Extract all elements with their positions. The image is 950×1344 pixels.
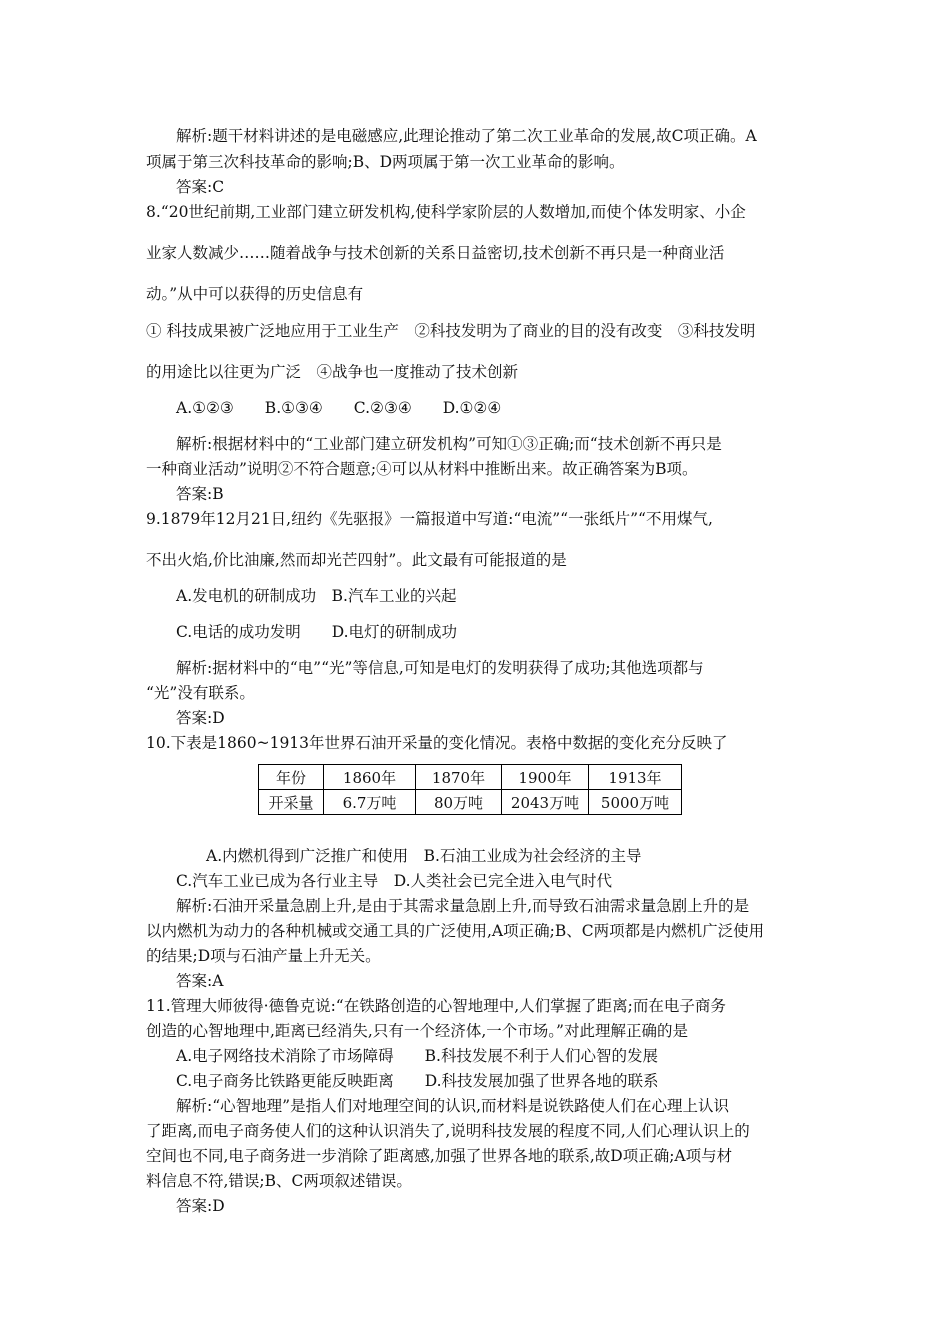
table-cell: 1913年 xyxy=(589,765,682,790)
option-line: C.电话的成功发明 D.电灯的研制成功 xyxy=(176,623,458,641)
table-cell: 2043万吨 xyxy=(502,790,589,815)
table-header-row xyxy=(259,765,682,790)
solution-line: 的结果;D项与石油产量上升无关。 xyxy=(146,947,381,965)
solution-line: 解析:据材料中的“电”“光”等信息,可知是电灯的发明获得了成功;其他选项都与 xyxy=(176,659,704,677)
table-cell: 1870年 xyxy=(416,765,502,790)
answer-line: 答案:B xyxy=(176,485,224,503)
solution-line: 了距离,而电子商务使人们的这种认识消失了,说明科技发展的程度不同,人们心理认识上的 xyxy=(146,1122,750,1140)
question-text: 动。”从中可以获得的历史信息有 xyxy=(146,285,364,303)
solution-line: 一种商业活动”说明②不符合题意;④可以从材料中推断出来。故正确答案为B项。 xyxy=(146,460,698,478)
oil-output-table xyxy=(258,764,682,815)
table-cell: 80万吨 xyxy=(416,790,502,815)
table-row xyxy=(259,790,682,815)
solution-line: 项属于第三次科技革命的影响;B、D两项属于第一次工业革命的影响。 xyxy=(146,153,625,171)
table-cell: 年份 xyxy=(259,765,324,790)
table-cell: 5000万吨 xyxy=(589,790,682,815)
solution-line: 以内燃机为动力的各种机械或交通工具的广泛使用,A项正确;B、C两项都是内燃机广泛使用 xyxy=(146,922,765,940)
question-text: 不出火焰,价比油廉,然而却光芒四射”。此文最有可能报道的是 xyxy=(146,551,567,569)
option-line: A.内燃机得到广泛推广和使用 B.石油工业成为社会经济的主导 xyxy=(206,847,642,865)
option-line: A.发电机的研制成功 B.汽车工业的兴起 xyxy=(176,587,457,605)
solution-line: 空间也不同,电子商务进一步消除了距离感,加强了世界各地的联系,故D项正确;A项与材 xyxy=(146,1147,733,1165)
question-text: 10.下表是1860~1913年世界石油开采量的变化情况。表格中数据的变化充分反映了 xyxy=(146,734,728,752)
question-text: 创造的心智地理中,距离已经消失,只有一个经济体,一个市场。”对此理解正确的是 xyxy=(146,1022,688,1040)
answer-line: 答案:A xyxy=(176,972,224,990)
solution-line: 料信息不符,错误;B、C两项叙述错误。 xyxy=(146,1172,412,1190)
answer-line: 答案:C xyxy=(176,178,225,196)
option-line: A.电子网络技术消除了市场障碍 B.科技发展不利于人们心智的发展 xyxy=(176,1047,658,1065)
solution-line: 解析:石油开采量急剧上升,是由于其需求量急剧上升,而导致石油需求量急剧上升的是 xyxy=(176,897,750,915)
answer-line: 答案:D xyxy=(176,709,225,727)
answer-line: 答案:D xyxy=(176,1197,225,1215)
solution-line: 解析:“心智地理”是指人们对地理空间的认识,而材料是说铁路使人们在心理上认识 xyxy=(176,1097,729,1115)
table-cell: 1860年 xyxy=(324,765,416,790)
option-line: C.汽车工业已成为各行业主导 D.人类社会已完全进入电气时代 xyxy=(176,872,613,890)
question-text: 11.管理大师彼得·德鲁克说:“在铁路创造的心智地理中,人们掌握了距离;而在电子商务 xyxy=(146,997,726,1015)
solution-line: 解析:题干材料讲述的是电磁感应,此理论推动了第二次工业革命的发展,故C项正确。A xyxy=(176,127,757,145)
table-cell: 6.7万吨 xyxy=(324,790,416,815)
solution-line: 解析:根据材料中的“工业部门建立研发机构”可知①③正确;而“技术创新不再只是 xyxy=(176,435,722,453)
question-text: 的用途比以往更为广泛 ④战争也一度推动了技术创新 xyxy=(146,363,519,381)
table-cell: 1900年 xyxy=(502,765,589,790)
question-text: 9.1879年12月21日,纽约《先驱报》一篇报道中写道:“电流”“一张纸片”“不用煤气, xyxy=(146,510,713,528)
question-text: 8.“20世纪前期,工业部门建立研发机构,使科学家阶层的人数增加,而使个体发明家、小企 xyxy=(146,203,746,221)
table-cell: 开采量 xyxy=(259,790,324,815)
options: A.①②③ B.①③④ C.②③④ D.①②④ xyxy=(176,399,502,417)
option-line: C.电子商务比铁路更能反映距离 D.科技发展加强了世界各地的联系 xyxy=(176,1072,659,1090)
question-text: 业家人数减少……随着战争与技术创新的关系日益密切,技术创新不再只是一种商业活 xyxy=(146,244,725,262)
solution-line: “光”没有联系。 xyxy=(146,684,255,702)
question-text: ① 科技成果被广泛地应用于工业生产 ②科技发明为了商业的目的没有改变 ③科技发明 xyxy=(146,322,756,340)
